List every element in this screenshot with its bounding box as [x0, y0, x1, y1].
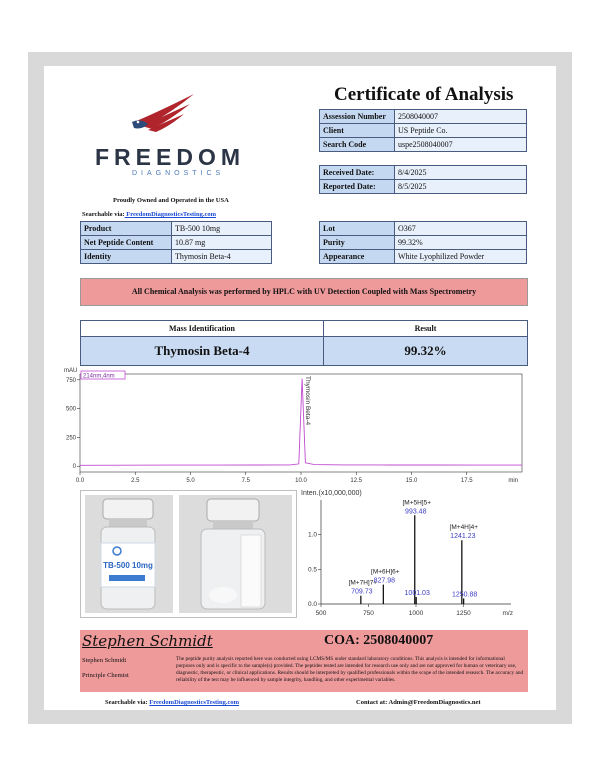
field-label: Appearance	[320, 250, 395, 264]
legend-label: 214nm,4nm	[83, 373, 115, 380]
lot-table	[319, 221, 527, 264]
y-axis-label: mAU	[64, 368, 78, 374]
field-value: Thymosin Beta-4	[172, 250, 272, 264]
field-value: White Lyophilized Powder	[395, 250, 527, 264]
peak-mz-label: 1001.03	[404, 590, 430, 598]
peak-mz-label: 827.98	[373, 577, 396, 585]
page-title: Certificate of Analysis	[334, 84, 514, 105]
y-tick-label: 1.0	[307, 531, 317, 539]
vial-label-text: TB-500 10mg	[103, 561, 153, 570]
vial-neck-icon	[109, 519, 147, 527]
field-label: Search Code	[320, 138, 395, 152]
peak-mz-label: 709.73	[351, 588, 373, 596]
field-value: TB-500 10mg	[172, 222, 272, 236]
y-tick-label: 750	[65, 377, 76, 384]
plot-area	[80, 374, 522, 472]
vial-back-neck-icon	[213, 521, 253, 529]
legend	[81, 371, 125, 380]
vial-back-cap-icon	[207, 499, 259, 521]
table-row	[320, 236, 527, 250]
table-row	[81, 337, 528, 366]
vial-back-label-icon	[241, 535, 261, 607]
table-row	[320, 110, 527, 124]
x-tick-label: 750	[363, 610, 374, 617]
y-tick-label: 0.0	[307, 601, 317, 608]
column-header-mass: Mass Identification	[81, 321, 324, 337]
field-value: 99.32%	[395, 236, 527, 250]
mass-spectrum	[297, 486, 529, 618]
field-label: Product	[81, 222, 172, 236]
footer-searchable	[105, 699, 239, 706]
field-value: US Peptide Co.	[395, 124, 527, 138]
field-label: Assession Number	[320, 110, 395, 124]
y-tick-label: 0	[72, 464, 76, 471]
coa-number: COA: 2508040007	[324, 633, 434, 648]
x-tick-label: 7.5	[241, 478, 250, 484]
table-row	[81, 236, 272, 250]
assession-table	[319, 109, 527, 152]
peak-ion-label: [M+4H]4+	[449, 524, 479, 532]
x-axis-label: m/z	[502, 610, 513, 617]
peak-mz-label: 1241.23	[450, 533, 476, 541]
x-tick-label: 0.0	[75, 478, 85, 484]
chemist-signature: Stephen Schmidt	[82, 632, 213, 650]
table-row	[320, 138, 527, 152]
field-label: Identity	[81, 250, 172, 264]
vial-photos	[81, 491, 296, 617]
searchable-line	[82, 211, 216, 218]
hplc-chromatogram	[60, 364, 530, 486]
peak-mz-label: 993.48	[405, 508, 427, 516]
x-tick-label: 1250	[456, 610, 471, 617]
peak-ion-label: [M+7H]7+	[348, 579, 378, 587]
owned-statement: Proudly Owned and Operated in the USA	[113, 197, 229, 204]
x-tick-label: 10.0	[295, 478, 307, 484]
dates-table	[319, 165, 527, 194]
searchable-link[interactable]: FreedomDiagnosticsTesting.com	[124, 211, 217, 218]
table-row	[81, 222, 272, 236]
y-tick-label: 250	[65, 435, 76, 442]
field-label: Purity	[320, 236, 395, 250]
field-label: Net Peptide Content	[81, 236, 172, 250]
field-value: uspe2508040007	[395, 138, 527, 152]
footer-contact: Contact at: Admin@FreedomDiagnostics.net	[356, 699, 481, 706]
vial-cap-icon	[103, 499, 153, 519]
chemist-name: Stephen Schmidt	[82, 657, 127, 664]
logo-wordmark: FREEDOM	[95, 144, 245, 170]
powder-icon	[209, 587, 237, 603]
field-value: 2508040007	[395, 110, 527, 124]
peak-ion-label: [M+5H]5+	[402, 499, 432, 507]
y-tick-label: 500	[65, 406, 76, 413]
table-row	[81, 250, 272, 264]
chemist-role: Principle Chemist	[82, 672, 129, 679]
logo-subtitle: DIAGNOSTICS	[132, 170, 225, 177]
x-tick-label: 12.5	[350, 478, 363, 484]
table-row	[320, 124, 527, 138]
result-table	[80, 320, 528, 366]
y-axis-label: Inten.(x10,000,000)	[301, 490, 362, 497]
y-tick-label: 0.5	[307, 566, 317, 574]
result-value: 99.32%	[324, 337, 528, 366]
column-header-result: Result	[324, 321, 528, 337]
field-value: O367	[395, 222, 527, 236]
product-table	[80, 221, 272, 264]
peak-mz-label: 1250.88	[452, 591, 478, 599]
field-label: Lot	[320, 222, 395, 236]
peak-label: Thymosin Beta-4	[304, 376, 312, 426]
x-tick-label: 500	[315, 610, 327, 617]
peak-ion-label: [M+6H]6+	[371, 568, 400, 576]
disclaimer: The peptide purity analysis reported here was conducted using LCMS/MS under standard laboratory conditions. This analysis is intended for informational purposes only and is specific to the sample(s) provided. The peptides tested are intended for research use only and are not approved for human or veterinary use, diagnostic, therapeutic, or clinical applications. Results should be interpreted by qualified professionals within the scope of the intended research. The accuracy and reliability of the test may be influenced by sample integrity, handling, and other experimental variables.	[176, 656, 524, 683]
x-tick-label: 5.0	[186, 478, 195, 484]
x-axis-label: min	[508, 478, 518, 484]
searchable-label: Searchable via:	[82, 211, 125, 218]
footer-link[interactable]: FreedomDiagnosticsTesting.com	[149, 699, 240, 706]
field-value: 8/5/2025	[395, 180, 527, 194]
x-tick-label: 1000	[408, 610, 424, 617]
table-row	[320, 166, 527, 180]
table-row	[320, 250, 527, 264]
table-header-row	[81, 321, 528, 337]
method-banner: All Chemical Analysis was performed by HPLC with UV Detection Coupled with Mass Spectrometry	[80, 278, 528, 306]
mass-identification-value: Thymosin Beta-4	[81, 337, 324, 366]
x-tick-label: 2.5	[131, 478, 140, 484]
field-label: Reported Date:	[320, 180, 395, 194]
table-row	[320, 222, 527, 236]
vial-label-stripe	[109, 575, 145, 581]
vial-photo-panel	[80, 490, 297, 618]
field-value: 10.87 mg	[172, 236, 272, 250]
field-value: 8/4/2025	[395, 166, 527, 180]
field-label: Received Date:	[320, 166, 395, 180]
x-tick-label: 15.0	[405, 478, 418, 484]
x-tick-label: 17.5	[460, 478, 473, 484]
table-row	[320, 180, 527, 194]
footer-searchable-label: Searchable via:	[105, 699, 150, 706]
eagle-logo-icon	[128, 92, 200, 136]
field-label: Client	[320, 124, 395, 138]
